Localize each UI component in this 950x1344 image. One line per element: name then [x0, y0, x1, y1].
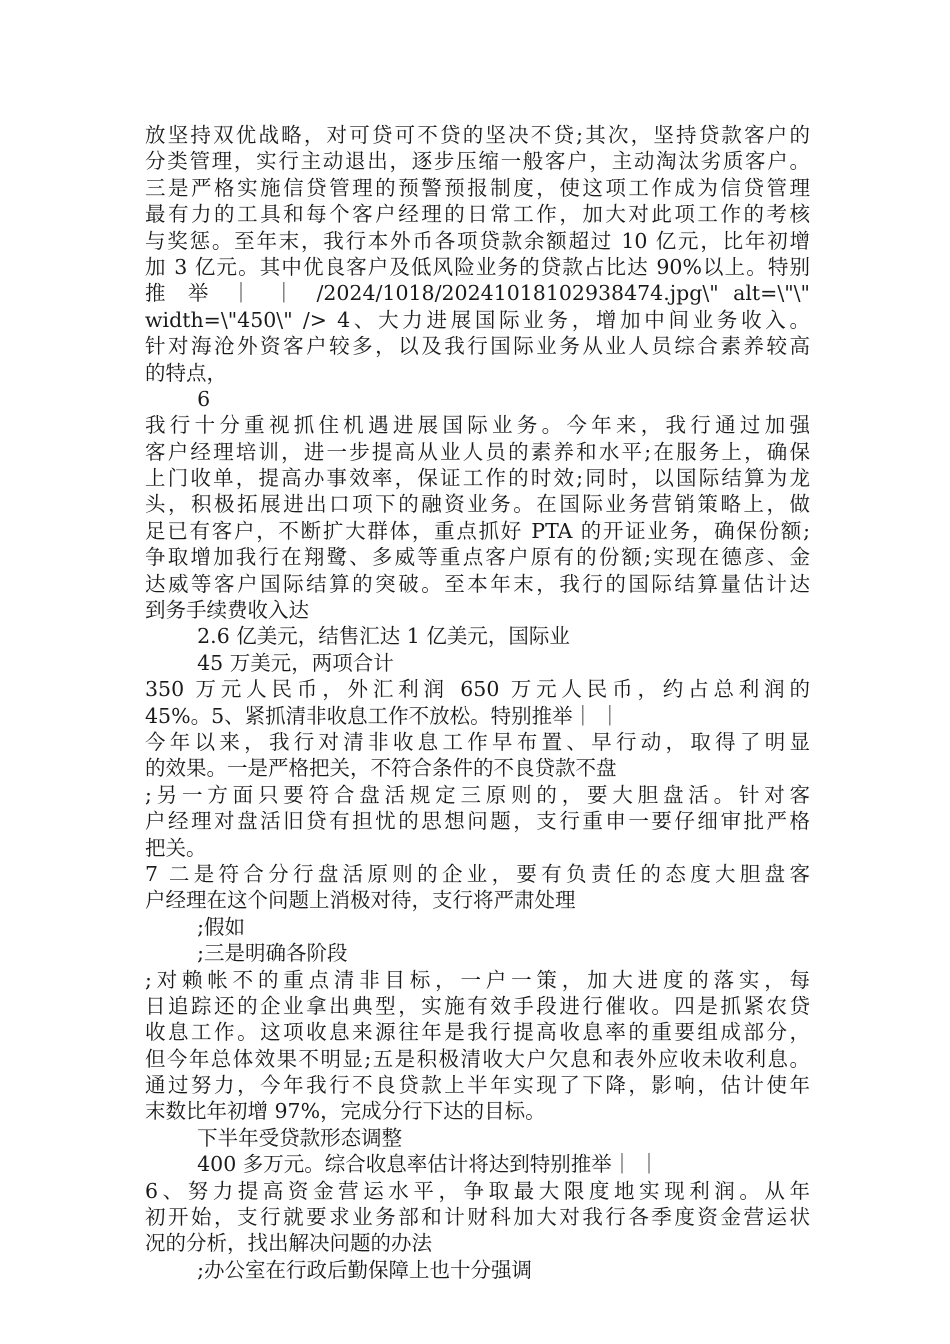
text-line: 的效果。一是严格把关，不符合条件的不良贷款不盘: [145, 756, 617, 781]
text-line: 45 万美元，两项合计: [145, 650, 394, 675]
text-line: 加 3 亿元。其中优良客户及低风险业务的贷款占比达 90%以上。特别: [145, 254, 810, 279]
text-line: 争取增加我行在翔鹭、多威等重点客户原有的份额;实现在德彦、金: [145, 545, 810, 570]
text-line: 把关。: [145, 835, 207, 860]
text-line: ;办公室在行政后勤保障上也十分强调: [145, 1257, 533, 1282]
text-line: 通过努力，今年我行不良贷款上半年实现了下降，影响，估计使年: [145, 1073, 810, 1098]
text-line: 我行十分重视抓住机遇进展国际业务。今年来，我行通过加强: [145, 413, 810, 438]
text-line: 头，积极拓展进出口项下的融资业务。在国际业务营销策略上，做: [145, 492, 810, 517]
text-line: 与奖惩。至年末，我行本外币各项贷款余额超过 10 亿元，比年初增: [145, 228, 810, 253]
text-line: 的特点，: [145, 360, 227, 385]
text-line: 最有力的工具和每个客户经理的日常工作，加大对此项工作的考核: [145, 202, 810, 227]
text-line: 2.6 亿美元，结售汇达 1 亿美元，国际业: [145, 624, 570, 649]
text-line: ;假如: [145, 914, 246, 939]
text-line: 45%。5、紧抓清非收息工作不放松。特别推举｜ ｜: [145, 703, 621, 728]
text-line: 推 举 ｜ ｜ /2024/1018/20241018102938474.jpg\" alt=\"\": [145, 281, 810, 306]
text-line: 到务手续费收入达: [145, 598, 309, 623]
text-line: 下半年受贷款形态调整: [145, 1125, 403, 1150]
text-line: 日追踪还的企业拿出典型，实施有效手段进行催收。四是抓紧农贷: [145, 993, 810, 1018]
text-line: 400 多万元。综合收息率估计将达到特别推举｜ ｜: [145, 1152, 660, 1177]
text-line: 末数比年初增 97%，完成分行下达的目标。: [145, 1099, 546, 1124]
text-line: 6: [145, 386, 211, 411]
text-line: 7 二是符合分行盘活原则的企业，要有负责任的态度大胆盘客: [145, 861, 810, 886]
text-line: 三是严格实施信贷管理的预警预报制度，使这项工作成为信贷管理: [145, 175, 810, 200]
text-line: 达威等客户国际结算的突破。至本年末，我行的国际结算量估计达: [145, 571, 810, 596]
document-body-text: [145, 122, 810, 1283]
text-line: 况的分析，找出解决问题的办法: [145, 1231, 432, 1256]
text-line: ;对赖帐不的重点清非目标，一户一策，加大进度的落实，每: [145, 967, 810, 992]
text-line: ;另一方面只要符合盘活规定三原则的，要大胆盘活。针对客: [145, 782, 810, 807]
text-line: 收息工作。这项收息来源往年是我行提高收息率的重要组成部分，: [145, 1020, 810, 1045]
text-line: 350 万元人民币，外汇利润 650 万元人民币，约占总利润的: [145, 677, 810, 702]
text-line: 足已有客户，不断扩大群体，重点抓好 PTA 的开证业务，确保份额;: [145, 518, 810, 543]
text-line: 分类管理，实行主动退出，逐步压缩一般客户，主动淘汰劣质客户。: [145, 149, 810, 174]
text-line: 放坚持双优战略，对可贷可不贷的坚决不贷;其次，坚持贷款客户的: [145, 123, 810, 147]
text-line: 客户经理培训，进一步提高从业人员的素养和水平;在服务上，确保: [145, 439, 810, 464]
text-line: width=\"450\" /> 4、大力进展国际业务，增加中间业务收入。: [145, 307, 810, 332]
text-line: 户经理对盘活旧贷有担忧的思想问题，支行重申一要仔细审批严格: [145, 809, 810, 834]
text-line: 初开始，支行就要求业务部和计财科加大对我行各季度资金营运状: [145, 1205, 810, 1230]
text-line: 户经理在这个问题上消极对待，支行将严肃处理: [145, 888, 576, 913]
text-line: 针对海沧外资客户较多，以及我行国际业务从业人员综合素养较高: [145, 334, 810, 359]
text-line: 但今年总体效果不明显;五是积极清收大户欠息和表外应收未收利息。: [145, 1046, 810, 1071]
text-line: 6、努力提高资金营运水平，争取最大限度地实现利润。从年: [145, 1178, 810, 1203]
text-line: 今年以来，我行对清非收息工作早布置、早行动，取得了明显: [145, 729, 810, 754]
text-line: ;三是明确各阶段: [145, 941, 348, 966]
text-line: 上门收单，提高办事效率，保证工作的时效;同时，以国际结算为龙: [145, 466, 810, 491]
